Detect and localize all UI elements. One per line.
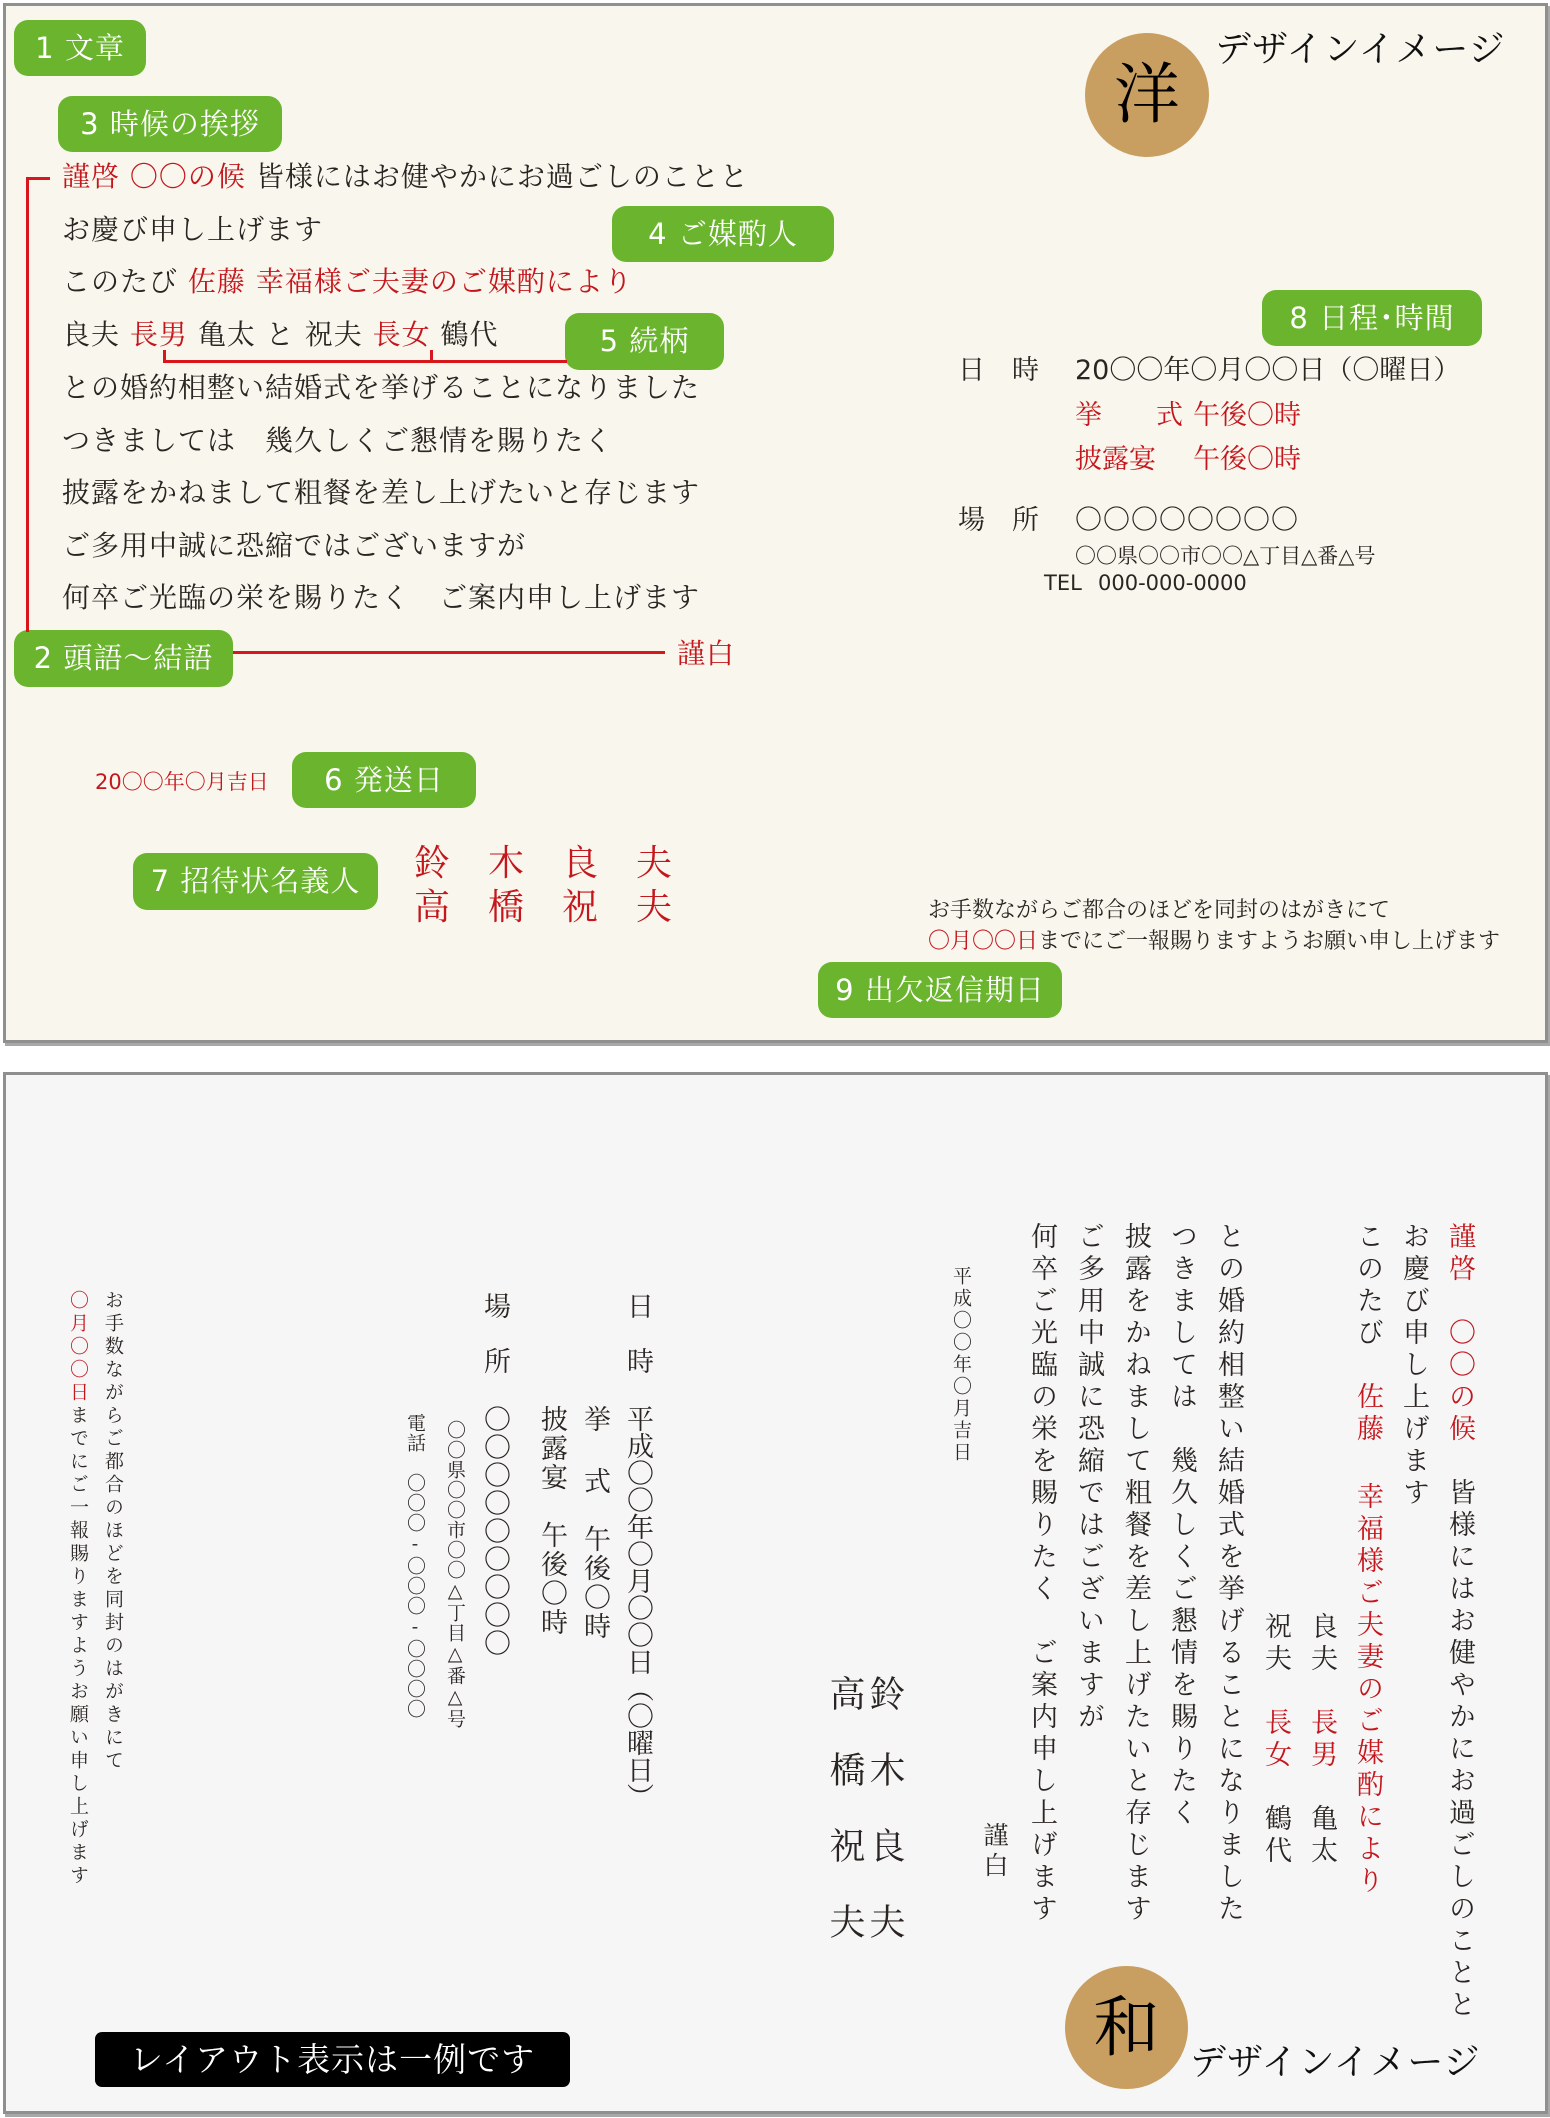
sender-1-char: 鈴 <box>414 843 489 884</box>
v-groom-name: 亀太 <box>1306 1804 1337 1868</box>
tel-number: 000-000-0000 <box>1098 571 1247 595</box>
japanese-design-label: デザインイメージ <box>1190 2042 1481 2083</box>
sender-1-char: 木 <box>488 843 563 884</box>
v-reception: 披露宴 午後〇時 <box>536 1405 567 1637</box>
body-line-4 <box>62 318 499 351</box>
and-word: と <box>265 318 295 351</box>
v-sender-name-2: 高橋祝夫 <box>824 1675 865 1979</box>
bracket-top-tick <box>26 177 50 180</box>
v-datetime-label: 日時 <box>622 1292 653 1402</box>
tag-6-send-date: 6 発送日 <box>292 752 476 808</box>
body-line-1-rest: 皆様にはお健やかにお過ごしのことと <box>255 160 749 193</box>
v-reply-deadline: 〇月〇〇日 <box>67 1290 89 1405</box>
v-body-col-6: との婚約相整い結婚式を挙げることになりました <box>1213 1222 1244 1926</box>
datetime-value: 20〇〇年〇月〇〇日（〇曜日） <box>1075 355 1461 386</box>
v-body-col-10: 何卒ご光臨の栄を賜りたく ご案内申し上げます <box>1026 1222 1057 1926</box>
body-line-3-lead: このたび <box>62 265 179 298</box>
seasonal-greeting: 〇〇の候 <box>129 160 246 193</box>
tag-9-reply-deadline: 9 出欠返信期日 <box>818 962 1062 1018</box>
bride-relation: 長女 <box>372 318 431 351</box>
tag-4-matchmaker: 4 ご媒酌人 <box>612 206 834 262</box>
v-body-col-2: お慶び申し上げます <box>1398 1222 1429 1510</box>
body-line-8: ご多用中誠に恐縮ではございますが <box>62 529 527 562</box>
ceremony-label: 挙 式 <box>1075 400 1183 431</box>
reply-line-1: お手数ながらご都合のほどを同封のはがきにて <box>928 898 1391 923</box>
v-seasonal-greeting: 〇〇の候 <box>1444 1318 1475 1446</box>
v-opening-word: 謹啓 <box>1444 1222 1475 1286</box>
sender-2-char: 橋 <box>488 887 563 928</box>
relation-connector-line <box>163 360 567 363</box>
place-name: 〇〇〇〇〇〇〇〇 <box>1075 505 1299 536</box>
tel-label: TEL <box>1044 571 1082 595</box>
v-col-3-lead: このたび <box>1352 1222 1383 1350</box>
place-label: 場 所 <box>958 505 1039 536</box>
v-send-date: 平成〇〇年〇月吉日 <box>950 1266 972 1464</box>
v-body-col-8: 披露をかねまして粗餐を差し上げたいと存じます <box>1120 1222 1151 1926</box>
v-closing-word: 謹白 <box>980 1822 1009 1882</box>
sender-2-char: 高 <box>414 887 489 928</box>
ceremony-time: 午後〇時 <box>1193 400 1301 431</box>
tag-1-body-text: 1 文章 <box>14 20 146 76</box>
japanese-design-card <box>3 1072 1548 2114</box>
reply-line-2-rest: までにご一報賜りますようお願い申し上げます <box>1038 929 1501 954</box>
body-line-3 <box>62 265 633 298</box>
sender-1-char: 夫 <box>636 843 711 884</box>
v-body-col-9: ご多用中誠に恐縮ではございますが <box>1073 1222 1104 1734</box>
matchmaker-names: 佐藤 幸福様ご夫妻のご媒酌により <box>187 265 633 298</box>
tag-5-relationship: 5 続柄 <box>565 313 724 370</box>
groom-relation: 長男 <box>129 318 188 351</box>
v-tel: 電話 〇〇〇-〇〇〇-〇〇〇〇 <box>404 1413 426 1719</box>
v-body-col-1 <box>1446 1222 1473 2022</box>
groom-name: 亀太 <box>197 318 256 351</box>
western-design-label: デザインイメージ <box>1215 29 1506 70</box>
send-date: 20〇〇年〇月吉日 <box>95 770 269 794</box>
seal-char: 洋 <box>1114 56 1180 133</box>
groom-father: 良夫 <box>62 318 121 351</box>
reception-label: 披露宴 <box>1075 444 1156 475</box>
reply-line-2 <box>928 931 1500 953</box>
seal-char: 和 <box>1093 1988 1160 2066</box>
place-address: 〇〇県〇〇市〇〇△丁目△番△号 <box>1075 544 1376 568</box>
tag-3-seasonal-greeting: 3 時候の挨拶 <box>58 96 282 152</box>
v-place-address: 〇〇県〇〇市〇〇△丁目△番△号 <box>444 1420 466 1729</box>
body-line-7: 披露をかねまして粗餐を差し上げたいと存じます <box>62 476 701 509</box>
bride-father: 祝夫 <box>304 318 363 351</box>
tag-7-sender-names: 7 招待状名義人 <box>133 853 378 910</box>
v-bride-name: 鶴代 <box>1260 1804 1291 1868</box>
tag-8-schedule-time: 8 日程･時間 <box>1262 290 1482 346</box>
reception-time: 午後〇時 <box>1193 444 1301 475</box>
western-seal-badge <box>1085 33 1209 157</box>
body-line-5: との婚約相整い結婚式を挙げることになりました <box>62 371 701 404</box>
v-place-name: 〇〇〇〇〇〇〇〇〇 <box>479 1405 510 1657</box>
v-reply-line-2-rest: までにご一報賜りますようお願い申し上げます <box>67 1405 89 1888</box>
bracket-closing-line <box>233 651 665 654</box>
opening-word: 謹啓 <box>62 160 121 193</box>
v-body-col-7: つきましては 幾久しくご懇情を賜りたく <box>1166 1222 1197 1830</box>
datetime-label: 日 時 <box>958 355 1039 386</box>
v-body-col-3 <box>1354 1222 1381 1898</box>
body-line-2: お慶び申し上げます <box>62 213 324 246</box>
sender-1-char: 良 <box>562 843 637 884</box>
v-body-col-1-rest: 皆様にはお健やかにお過ごしのことと <box>1444 1478 1475 2022</box>
v-body-col-5-bride <box>1262 1612 1289 1868</box>
v-body-col-4-groom <box>1308 1612 1335 1868</box>
v-groom-father: 良夫 <box>1306 1612 1337 1676</box>
v-bride-father: 祝夫 <box>1260 1612 1291 1676</box>
v-ceremony: 挙 式 午後〇時 <box>579 1405 610 1641</box>
v-matchmaker-names: 佐藤 幸福様ご夫妻のご媒酌により <box>1352 1382 1383 1898</box>
v-bride-relation: 長女 <box>1260 1708 1291 1772</box>
body-line-6: つきましては 幾久しくご懇情を賜りたく <box>62 424 614 457</box>
v-reply-line-1: お手数ながらご都合のほどを同封のはがきにて <box>102 1290 124 1773</box>
layout-example-notice: レイアウト表示は一例です <box>95 2032 570 2087</box>
sender-name-1 <box>414 843 711 884</box>
sender-2-char: 夫 <box>636 887 711 928</box>
v-groom-relation: 長男 <box>1306 1708 1337 1772</box>
v-reply-line-2 <box>68 1290 87 1888</box>
v-sender-name-1: 鈴木良夫 <box>864 1675 905 1979</box>
tag-2-opening-closing: 2 頭語～結語 <box>14 630 233 687</box>
v-datetime-value: 平成〇〇年〇月〇〇日（〇曜日） <box>622 1405 653 1810</box>
closing-word: 謹白 <box>677 637 736 670</box>
sender-name-2 <box>414 887 711 928</box>
body-line-9: 何卒ご光臨の栄を賜りたく ご案内申し上げます <box>62 581 701 614</box>
relation-connector-tick-1 <box>163 350 166 362</box>
bride-name: 鶴代 <box>440 318 499 351</box>
v-place-label: 場所 <box>479 1292 510 1402</box>
relation-connector-tick-2 <box>430 350 433 362</box>
bracket-vertical-line <box>26 177 29 632</box>
reply-deadline: 〇月〇〇日 <box>928 929 1039 954</box>
sender-2-char: 祝 <box>562 887 637 928</box>
japanese-seal-badge <box>1065 1966 1188 2089</box>
body-line-1 <box>62 160 749 193</box>
